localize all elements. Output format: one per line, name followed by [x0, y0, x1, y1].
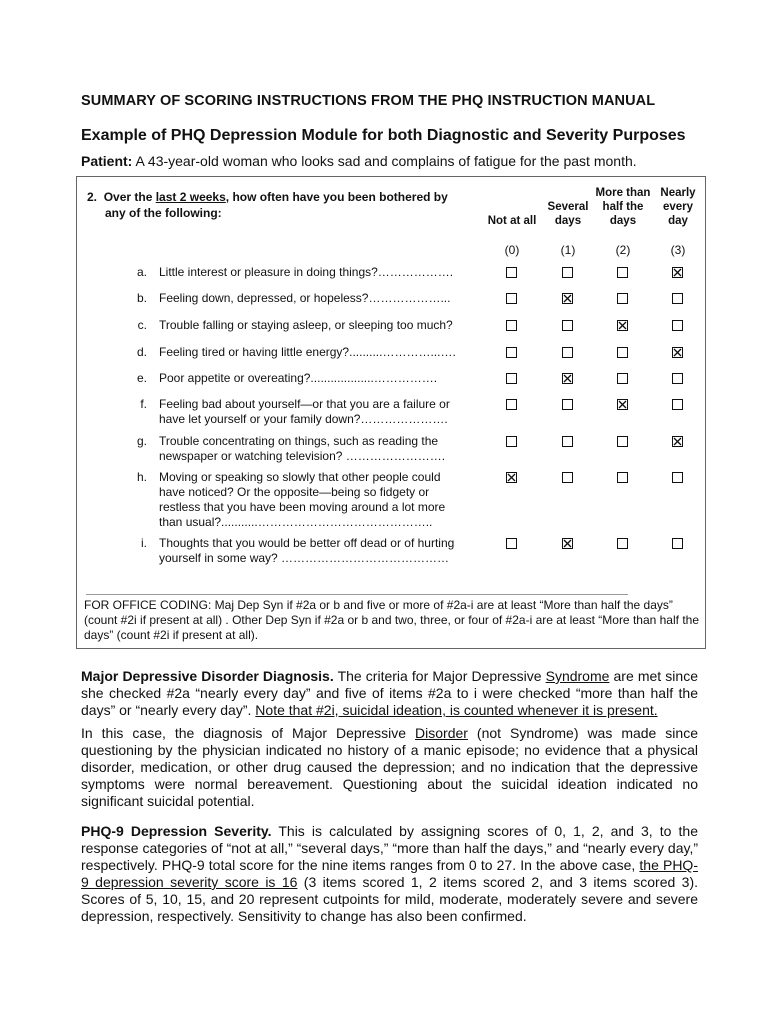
item-3-checkbox-0[interactable] — [506, 347, 517, 358]
item-letter: c. — [137, 318, 147, 332]
item-7-checkbox-1[interactable] — [562, 472, 573, 483]
item-2-checkbox-1[interactable] — [562, 320, 573, 331]
column-score-2: (2) — [615, 243, 631, 257]
item-text-line: newspaper or watching television? ……………………. — [159, 449, 446, 463]
item-0-checkbox-0[interactable] — [506, 267, 517, 278]
check-x-icon — [618, 400, 627, 409]
item-text-line: Moving or speaking so slowly that other people could — [159, 470, 441, 484]
item-letter: e. — [136, 371, 147, 385]
item-text-line: Feeling tired or having little energy?..........…………...…. — [159, 345, 456, 359]
question-post: , how often have you been bothered by — [225, 190, 448, 204]
case-text-2: (not Syndrome) was made since questioning by the physician indicated no history of a manic episode; no evidence that a physical disorder, medication, or other drug caused the depression; and no indication that the depressive symptoms were normal bereavement. Questioning about the suicidal ideation indicated no significant suicidal potential. — [81, 725, 698, 809]
check-x-icon — [673, 268, 682, 277]
column-header-line: day — [668, 215, 688, 227]
question-line2: any of the following: — [105, 206, 222, 220]
item-5-checkbox-3[interactable] — [672, 399, 683, 410]
column-header-line: Several — [547, 201, 589, 213]
item-text — [159, 265, 479, 280]
patient-description — [81, 153, 637, 169]
item-text — [159, 470, 479, 530]
item-text — [159, 434, 479, 464]
item-text — [159, 345, 479, 360]
item-1-checkbox-0[interactable] — [506, 293, 517, 304]
question-title — [87, 189, 477, 221]
item-letter: f. — [140, 397, 147, 411]
severity-score: the PHQ-9 depression severity score is 16 — [81, 857, 698, 890]
item-1-checkbox-2[interactable] — [617, 293, 628, 304]
item-text — [159, 291, 479, 306]
column-header-line: every — [662, 201, 694, 213]
item-2-checkbox-0[interactable] — [506, 320, 517, 331]
item-0-checkbox-3[interactable] — [672, 267, 683, 278]
item-7-checkbox-2[interactable] — [617, 472, 628, 483]
item-8-checkbox-3[interactable] — [672, 538, 683, 549]
question-underlined: last 2 weeks — [155, 190, 226, 204]
item-text-line: yourself in some way? …………………………………… — [159, 551, 450, 565]
diagnosis-syndrome: Syndrome — [545, 668, 610, 684]
item-letter: i. — [141, 536, 147, 550]
item-4-checkbox-0[interactable] — [506, 373, 517, 384]
item-7-checkbox-0[interactable] — [506, 472, 517, 483]
item-letter: a. — [136, 265, 147, 279]
item-text-line: Feeling bad about yourself—or that you are a failure or — [159, 397, 450, 411]
item-5-checkbox-2[interactable] — [617, 399, 628, 410]
item-3-checkbox-1[interactable] — [562, 347, 573, 358]
item-text — [159, 397, 479, 427]
check-x-icon — [563, 539, 572, 548]
severity-text-2: (3 items scored 1, 2 items scored 2, and 3 items scored 3). Scores of 5, 10, 15, and 20 represent cutpoints for mild, moderate, moderately severe and severe depression, respectively. Sensitivity to change has also been confirmed. — [81, 874, 699, 924]
severity-heading: PHQ-9 Depression Severity. — [81, 823, 272, 839]
column-score-0: (0) — [504, 243, 520, 257]
check-x-icon — [673, 348, 682, 357]
item-8-checkbox-2[interactable] — [617, 538, 628, 549]
item-text — [159, 371, 479, 386]
item-text-line: Poor appetite or overeating?...................……………. — [159, 371, 438, 385]
column-header-line: days — [554, 215, 582, 227]
question-number: 2. — [87, 190, 98, 204]
case-paragraph — [81, 725, 698, 810]
column-score-3: (3) — [670, 243, 686, 257]
item-text-line: Trouble concentrating on things, such as reading the — [159, 434, 439, 448]
column-header-line: Nearly — [660, 187, 696, 199]
item-text — [159, 536, 479, 566]
item-8-checkbox-1[interactable] — [562, 538, 573, 549]
item-6-checkbox-0[interactable] — [506, 436, 517, 447]
diagnosis-paragraph — [81, 668, 698, 719]
divider — [86, 594, 628, 595]
case-disorder: Disorder — [415, 725, 468, 741]
patient-text: A 43-year-old woman who looks sad and complains of fatigue for the past month. — [132, 153, 637, 169]
item-3-checkbox-3[interactable] — [672, 347, 683, 358]
item-6-checkbox-3[interactable] — [672, 436, 683, 447]
item-text-line: have noticed? Or the opposite—being so fidgety or — [159, 485, 430, 499]
check-x-icon — [673, 437, 682, 446]
item-2-checkbox-3[interactable] — [672, 320, 683, 331]
item-6-checkbox-2[interactable] — [617, 436, 628, 447]
item-letter: d. — [136, 345, 147, 359]
item-letter: b. — [136, 291, 147, 305]
column-header-line: Not at all — [487, 215, 537, 227]
item-3-checkbox-2[interactable] — [617, 347, 628, 358]
item-1-checkbox-1[interactable] — [562, 293, 573, 304]
check-x-icon — [563, 374, 572, 383]
column-header-line: half the — [602, 201, 644, 213]
patient-label: Patient: — [81, 153, 133, 169]
diagnosis-text-1: The criteria for Major Depressive — [333, 668, 546, 684]
column-header-line: More than — [595, 187, 651, 199]
check-x-icon — [563, 294, 572, 303]
item-text-line: Little interest or pleasure in doing things?………………. — [159, 265, 454, 279]
item-4-checkbox-3[interactable] — [672, 373, 683, 384]
item-text — [159, 318, 479, 333]
column-header-3 — [643, 186, 713, 228]
office-coding: FOR OFFICE CODING: Maj Dep Syn if #2a or b and five or more of #2a-i are at least “More than half the days” (count #2i if present at all) . Other Dep Syn if #2a or b and two, three, or four of #2a-i are at least “More than half the days” (count #2i if present at all). — [84, 598, 699, 642]
diagnosis-text-2: are met since she checked #2a “nearly every day” and five of items #2a to i were checked “more than half the days” or “nearly every day”. — [81, 668, 698, 718]
item-text-line: Feeling down, depressed, or hopeless?………………... — [159, 291, 451, 305]
item-6-checkbox-1[interactable] — [562, 436, 573, 447]
item-text-line: Trouble falling or staying asleep, or sleeping too much? — [159, 318, 453, 332]
item-text-line: than usual?...........…………………………………….. — [159, 515, 433, 529]
item-4-checkbox-2[interactable] — [617, 373, 628, 384]
diagnosis-note: Note that #2i, suicidal ideation, is counted whenever it is present. — [255, 702, 658, 718]
severity-text-1: This is calculated by assigning scores of 0, 1, 2, and 3, to the response categories of “not at all,” “several days,” “more than half the days,” and “nearly every day,” respectively. PHQ-9 total score for the nine items ranges from 0 to 27. In the above case, — [81, 823, 698, 873]
column-score-1: (1) — [560, 243, 576, 257]
item-0-checkbox-2[interactable] — [617, 267, 628, 278]
check-x-icon — [618, 321, 627, 330]
item-8-checkbox-0[interactable] — [506, 538, 517, 549]
page-subtitle: Example of PHQ Depression Module for both Diagnostic and Severity Purposes — [81, 127, 686, 144]
item-text-line: restless that you have been moving around a lot more — [159, 500, 446, 514]
item-letter: g. — [136, 434, 147, 448]
item-letter: h. — [136, 470, 147, 484]
item-1-checkbox-3[interactable] — [672, 293, 683, 304]
item-4-checkbox-1[interactable] — [562, 373, 573, 384]
item-text-line: Thoughts that you would be better off dead or of hurting — [159, 536, 455, 550]
case-text-1: In this case, the diagnosis of Major Depressive — [81, 725, 416, 741]
item-2-checkbox-2[interactable] — [617, 320, 628, 331]
item-5-checkbox-1[interactable] — [562, 399, 573, 410]
question-pre: Over the — [103, 190, 156, 204]
item-5-checkbox-0[interactable] — [506, 399, 517, 410]
column-header-line: days — [609, 215, 637, 227]
severity-paragraph — [81, 823, 698, 925]
page-title: SUMMARY OF SCORING INSTRUCTIONS FROM THE PHQ INSTRUCTION MANUAL — [81, 93, 656, 109]
item-0-checkbox-1[interactable] — [562, 267, 573, 278]
check-x-icon — [507, 473, 516, 482]
item-text-line: have let yourself or your family down?…………………. — [159, 412, 448, 426]
item-7-checkbox-3[interactable] — [672, 472, 683, 483]
diagnosis-heading: Major Depressive Disorder Diagnosis. — [81, 668, 334, 684]
